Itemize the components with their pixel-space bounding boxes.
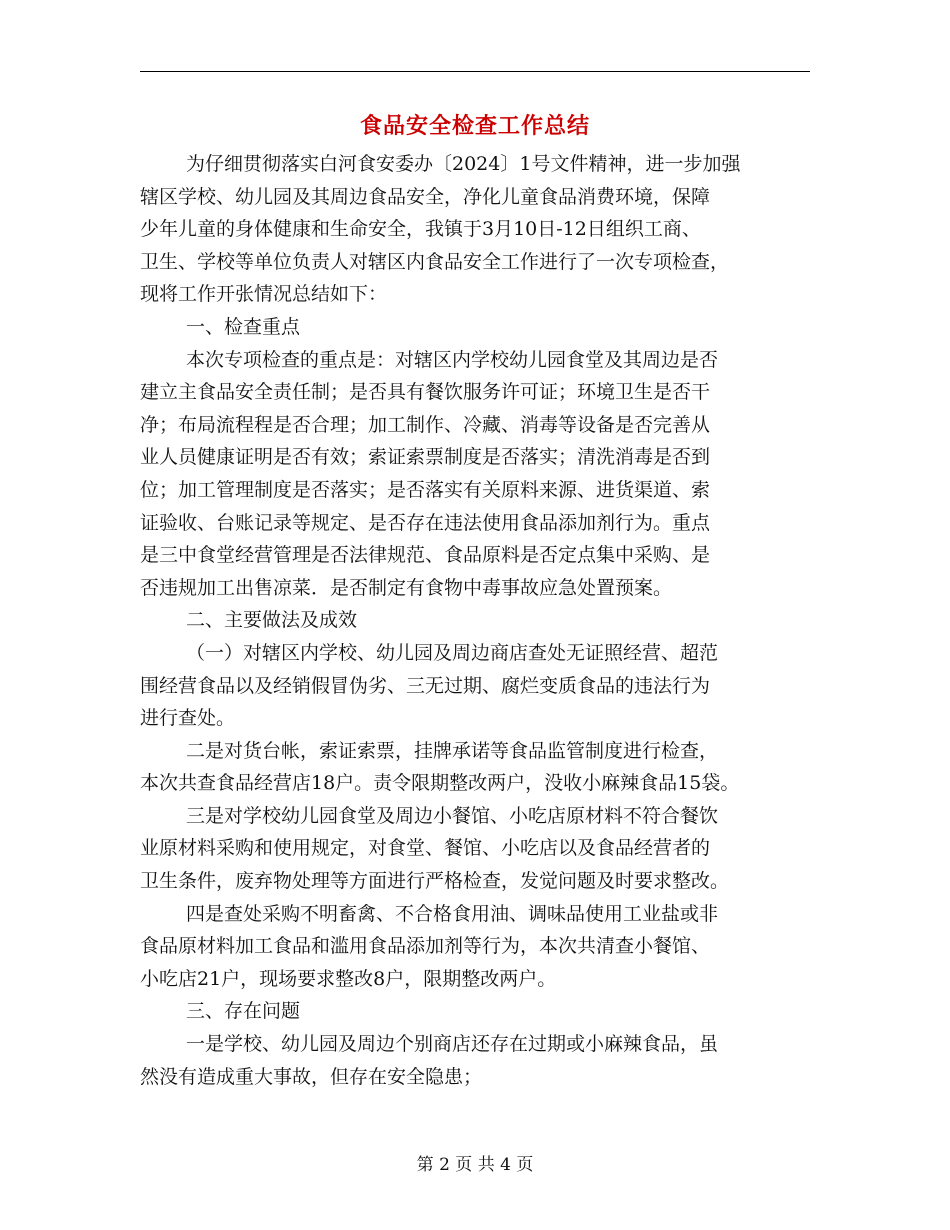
text-line: 一是学校、幼儿园及周边个别商店还存在过期或小麻辣食品，虽 [186,1033,719,1056]
text-line: 二是对货台帐，索证索票，挂牌承诺等食品监管制度进行检查， [186,739,719,762]
text-line: 少年儿童的身体健康和生命安全，我镇于3月10日-12日组织工商、 [140,218,701,241]
text-line: 业原材料采购和使用规定，对食堂、餐馆、小吃店以及食品经营者的 [140,837,711,860]
text-line: 本次共查食品经营店18户。责令限期整改两户，没收小麻辣食品15袋。 [140,772,740,795]
text-line: 三、存在问题 [186,1000,301,1023]
text-line: 现将工作开张情况总结如下： [140,283,388,306]
text-line: 二、主要做法及成效 [186,609,358,632]
text-line: 位；加工管理制度是否落实；是否落实有关原料来源、进货渠道、索 [140,478,711,501]
text-line: 辖区学校、幼儿园及其周边食品安全，净化儿童食品消费环境，保障 [140,185,711,208]
text-line: 本次专项检查的重点是：对辖区内学校幼儿园食堂及其周边是否 [186,348,719,371]
text-line: 证验收、台账记录等规定、是否存在违法使用食品添加剂行为。重点 [140,511,711,534]
text-line: 业人员健康证明是否有效；索证索票制度是否落实；清洗消毒是否到 [140,446,711,469]
text-line: 食品原材料加工食品和滥用食品添加剂等行为，本次共清查小餐馆、 [140,935,711,958]
document-body [140,148,830,1093]
text-line: 卫生条件，废弃物处理等方面进行严格检查，发觉问题及时要求整改。 [140,870,730,893]
text-line: 一、检查重点 [186,315,301,338]
document-title: 食品安全检查工作总结 [359,113,590,139]
text-line: 四是查处采购不明畜禽、不合格食用油、调味品使用工业盐或非 [186,902,719,925]
page-number: 第 2 页 共 4 页 [416,1155,534,1175]
text-line: 卫生、学校等单位负责人对辖区内食品安全工作进行了一次专项检查， [140,250,730,273]
text-line: 围经营食品以及经销假冒伪劣、三无过期、腐烂变质食品的违法行为 [140,674,711,697]
header-rule [140,71,810,72]
text-line: 然没有造成重大事故，但存在安全隐患； [140,1065,483,1088]
text-line: 小吃店21户，现场要求整改8户，限期整改两户。 [140,967,557,990]
text-line: 否违规加工出售凉菜．是否制定有食物中毒事故应急处置预案。 [140,576,673,599]
text-line: 三是对学校幼儿园食堂及周边小餐馆、小吃店原材料不符合餐饮 [186,804,719,827]
text-line: 进行查处。 [140,707,236,730]
text-line: 为仔细贯彻落实白河食安委办〔2024〕1号文件精神，进一步加强 [186,153,741,175]
text-line: 净；布局流程程是否合理；加工制作、冷藏、消毒等设备是否完善从 [140,413,711,436]
text-line: 建立主食品安全责任制；是否具有餐饮服务许可证；环境卫生是否干 [140,381,711,404]
text-line: （一）对辖区内学校、幼儿园及周边商店查处无证照经营、超范 [186,641,719,664]
text-line: 是三中食堂经营管理是否法律规范、食品原料是否定点集中采购、是 [140,544,711,567]
